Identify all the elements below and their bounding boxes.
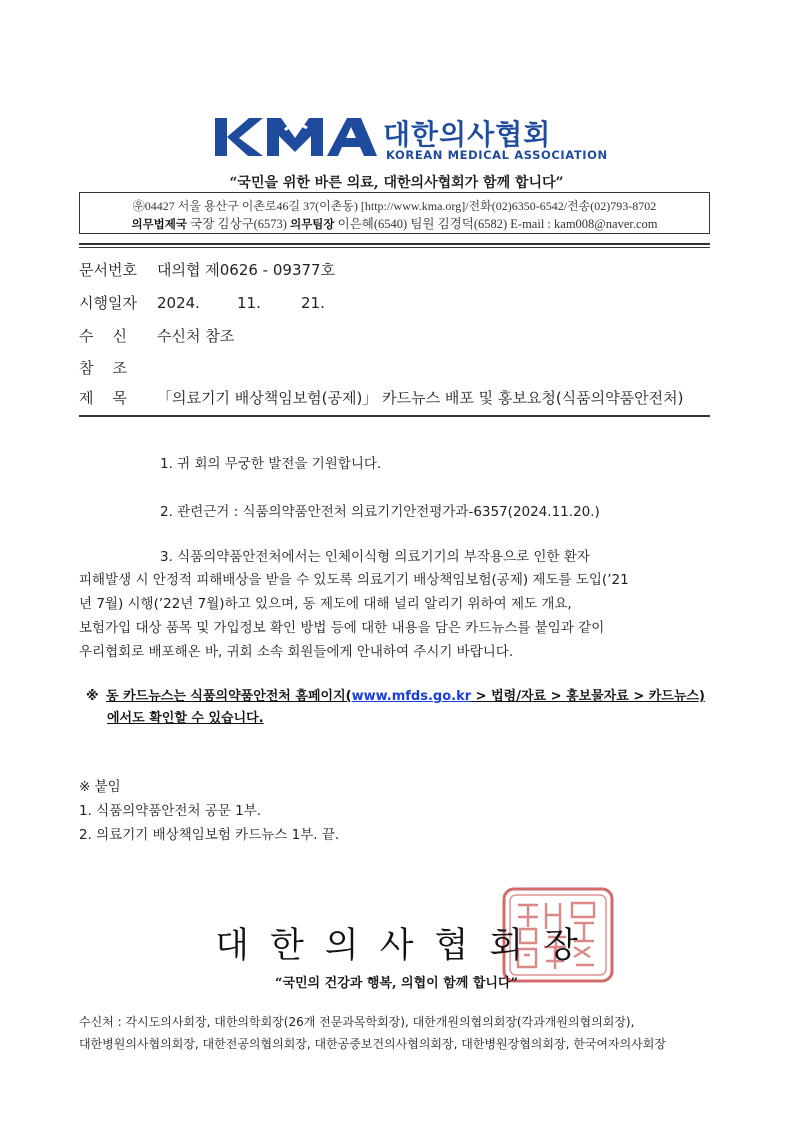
field-document-number [79, 259, 335, 280]
footer-slogan: “국민의 건강과 행복, 의협이 함께 합니다” [274, 976, 519, 991]
recipients-line-2: 대한병원의사협의회장, 대한전공의협의회장, 대한공중보건의사협의회장, 대한병원장협의회장, 한국여자의사회장 [79, 1037, 666, 1051]
doc-no-value: 대의협 제0626 - 09377호 [157, 261, 336, 279]
subject-value: 「의료기기 배상책임보험(공제)」 카드뉴스 배포 및 홍보요청(식품의약품안전처) [157, 389, 684, 407]
field-date [79, 292, 325, 313]
ref-label: 참 조 [79, 359, 128, 377]
note-text-before: 동 카드뉴스는 식품의약품안전처 홈페이지( [106, 689, 352, 704]
attachment-item-2: 2. 의료기기 배상책임보험 카드뉴스 1부. 끝. [79, 827, 340, 843]
header-divider [79, 243, 710, 248]
dept2-label: 의무팀장 [290, 217, 335, 231]
field-recipient [79, 325, 234, 346]
sender-title: 대한의사협회장 [215, 926, 599, 966]
to-label: 수 신 [79, 327, 128, 345]
org-name-english: KOREAN MEDICAL ASSOCIATION [386, 148, 608, 162]
recipients-line-1: 수신처 : 각시도의사회장, 대한의학회장(26개 전문과목학회장), 대한개원의협의회장(각과개원의협의회장), [79, 1015, 635, 1029]
note-mark: ※ [86, 689, 99, 704]
attachment-item-1: 1. 식품의약품안전처 공문 1부. [79, 803, 262, 819]
body-item-3-line-4: 보험가입 대상 품목 및 가입정보 확인 방법 등에 대한 내용을 담은 카드뉴스를 붙임과 같이 [79, 620, 605, 636]
date-day: 21. [301, 294, 325, 312]
body-item-3-line-1: 3. 식품의약품안전처에서는 인체이식형 의료기기의 부작용으로 인한 환자 [160, 549, 590, 565]
field-reference [79, 357, 157, 378]
kma-logo [215, 116, 377, 160]
body-item-3-line-3: 년 7월) 시행(’22년 7월)하고 있으며, 동 제도에 대해 널리 알리기 위하여 제도 개요, [79, 596, 572, 612]
dept2-people: 이은혜(6540) 팀원 김경덕(6582) E-mail : kam008@naver.com [337, 217, 658, 231]
date-month: 11. [237, 294, 261, 312]
contact-box [79, 192, 710, 234]
mfds-website-link[interactable]: www.mfds.go.kr [351, 689, 472, 704]
attachments-title: ※ 붙임 [79, 779, 121, 795]
date-label: 시행일자 [79, 294, 137, 312]
address-line: ㉾04427 서울 용산구 이촌로46길 37(이촌동) [http://www.kma.org]/전화(02)6350-6542/전송(02)793-8702 [132, 199, 657, 213]
body-item-2: 2. 관련근거 : 식품의약품안전처 의료기기안전평가과-6357(2024.11.20.) [160, 504, 600, 520]
contact-line [80, 214, 709, 232]
website-note-line-2: 에서도 확인할 수 있습니다. [107, 711, 264, 726]
date-year: 2024. [157, 294, 200, 312]
subject-label: 제 목 [79, 389, 128, 407]
subject-divider [79, 415, 710, 417]
note-text-after: > 법령/자료 > 홍보물자료 > 카드뉴스) [471, 689, 705, 704]
body-item-1: 1. 귀 회의 무궁한 발전을 기원합니다. [160, 456, 382, 472]
dept1-label: 의무법제국 [131, 217, 188, 231]
letterhead-slogan: “국민을 위한 바른 의료, 대한의사협회가 함께 합니다” [229, 175, 564, 191]
body-item-3-line-5: 우리협회로 배포해온 바, 귀회 소속 회원들에게 안내하여 주시기 바랍니다. [79, 644, 514, 660]
dept1-people: 국장 김상구(6573) [190, 217, 287, 231]
body-item-3-line-2: 피해발생 시 안정적 피해배상을 받을 수 있도록 의료기기 배상책임보험(공제) 제도를 도입(’21 [79, 572, 629, 588]
field-subject [79, 387, 683, 408]
to-value: 수신처 참조 [157, 327, 235, 345]
org-name-korean: 대한의사협회 [383, 118, 552, 151]
website-note [86, 685, 705, 704]
doc-no-label: 문서번호 [79, 261, 137, 279]
